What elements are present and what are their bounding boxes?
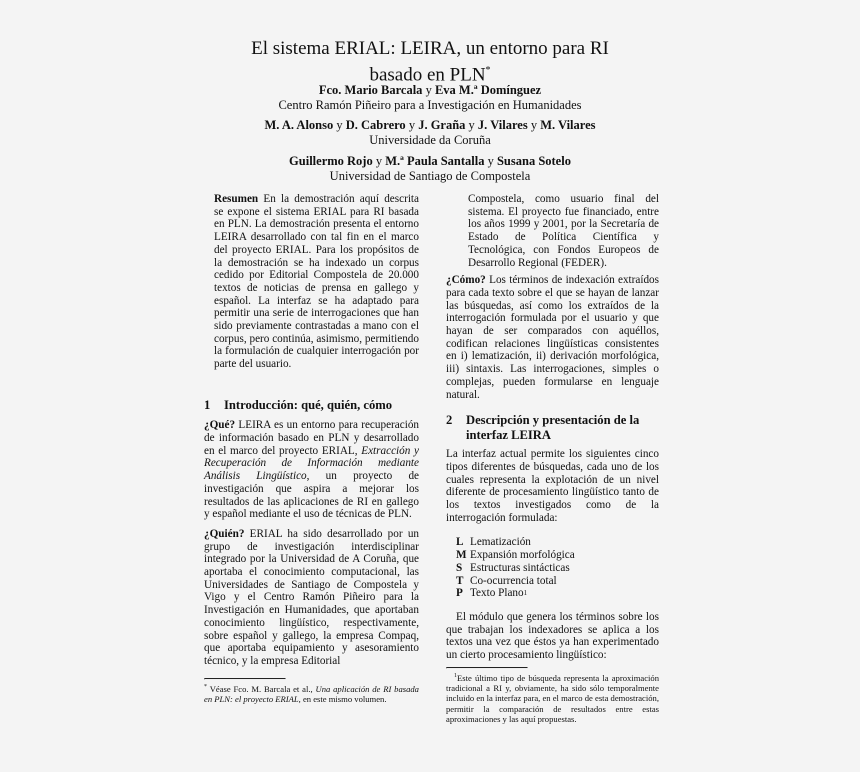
list-label: Estructuras sintácticas bbox=[470, 561, 570, 574]
footnote-rule bbox=[204, 678, 286, 680]
affiliation: Centro Ramón Piñeiro para a Investigación en Humanidades bbox=[278, 98, 582, 112]
list-key: S bbox=[456, 561, 463, 574]
author-group-1 bbox=[150, 83, 710, 113]
quien-paragraph bbox=[204, 528, 419, 668]
author-joiner: y bbox=[425, 83, 432, 97]
quien-label: ¿Quién? bbox=[204, 527, 245, 540]
list-label: Co-ocurrencia total bbox=[470, 574, 557, 587]
list-key: T bbox=[456, 574, 464, 587]
list-key: L bbox=[456, 536, 464, 549]
author-joiner: y bbox=[487, 154, 494, 168]
footnote-1 bbox=[446, 671, 659, 724]
author-name: M. A. Alonso bbox=[264, 118, 334, 132]
como-label: ¿Cómo? bbox=[446, 274, 486, 287]
list-item bbox=[456, 549, 659, 562]
author-name: Eva M.ª Domínguez bbox=[434, 83, 542, 97]
footnote-1-block bbox=[446, 667, 659, 724]
footnote-star-block bbox=[204, 678, 419, 704]
section-number: 2 bbox=[446, 413, 453, 428]
abstract bbox=[204, 193, 419, 371]
footnote-italic: Una aplicación de RI basada en PLN: el proyecto ERIAL bbox=[204, 683, 419, 704]
author-joiner: y bbox=[468, 118, 475, 132]
title-footnote-mark: * bbox=[485, 65, 491, 76]
author-name: Susana Sotelo bbox=[496, 154, 571, 168]
title-line-1: El sistema ERIAL: LEIRA, un entorno para RI bbox=[251, 38, 609, 59]
quien-text: ERIAL ha sido desarrollado por un grupo de investigación interdisciplinar integrado por la Universidad de A Coruña, que aportaba el conocimiento computacional, las Universidades de Santiago de Compostela y Vigo y el Centro Ramón Piñeiro para la Investigación en Humanidades, que aportaban conocimiento lingüístico, respectivamente, sobre español y gallego, la empresa Compaq, que aportaba equipamiento y asesoramiento técnico, y la empresa Editorial bbox=[204, 527, 420, 667]
author-name: Guillermo Rojo bbox=[289, 154, 373, 168]
author-names bbox=[150, 154, 710, 169]
author-name: Fco. Mario Barcala bbox=[318, 83, 423, 97]
author-name: D. Cabrero bbox=[345, 118, 406, 132]
author-name: M.ª Paula Santalla bbox=[385, 154, 485, 168]
footnote-mark: * bbox=[204, 683, 207, 690]
list-item bbox=[456, 575, 659, 588]
author-name: M. Vilares bbox=[540, 118, 596, 132]
footnote-mark: 1 bbox=[523, 589, 528, 598]
list-item bbox=[456, 587, 659, 600]
list-item bbox=[456, 562, 659, 575]
section-title: Introducción: qué, quién, cómo bbox=[224, 397, 393, 412]
list-label: Texto Plano bbox=[470, 587, 524, 600]
list-key: P bbox=[456, 587, 463, 600]
author-group-2 bbox=[150, 118, 710, 148]
search-types-list bbox=[446, 536, 659, 600]
quien-continuation: Compostela, como usuario final del sistema. El proyecto fue financiado, entre los años 1999 y 2001, por la Secretaría de Estado de Política Científica y Tecnológica, con Fondos Europeos de Desarrollo Regional (FEDER). bbox=[468, 193, 659, 269]
footnote-mark: 1 bbox=[454, 672, 457, 679]
author-name: J. Graña bbox=[418, 118, 466, 132]
que-text-after: , un proyecto de investigación que aspira a mejorar los resultados de las aplicaciones de RI en gallego y español mediante el uso de técnicas de PLN. bbox=[204, 470, 420, 521]
left-column bbox=[204, 193, 419, 704]
right-column bbox=[446, 193, 659, 724]
author-joiner: y bbox=[408, 118, 416, 132]
affiliation: Universidade da Coruña bbox=[369, 133, 491, 147]
footnote-star bbox=[204, 682, 419, 704]
footnote-rule bbox=[446, 667, 528, 669]
author-group-3 bbox=[150, 154, 710, 184]
title-line-2: basado en PLN bbox=[369, 64, 486, 86]
affiliation: Universidad de Santiago de Compostela bbox=[329, 169, 531, 183]
que-label: ¿Qué? bbox=[204, 419, 236, 432]
abstract-text: En la demostración aquí descrita se expone el sistema ERIAL para RI basada en PLN. La demostración presenta el entorno LEIRA desarrollado con tal fin en el marco del proyecto ERIAL. Para los propósitos de la demostración se ha indexado un corpus cedido por Editorial Compostela de 20.000 textos de noticias de prensa en gallego y español. La interfaz se ha adaptado para permitir una serie de interrogaciones que han sido previamente contrastadas a mano con el corpus, pero continúa, asimismo, permitiendo la formulación de cualquier interrogación por parte del usuario. bbox=[214, 193, 420, 371]
que-project-name: Extracción y Recuperación de Información mediante Análisis Lingüístico bbox=[204, 444, 419, 483]
section-number: 1 bbox=[204, 397, 211, 412]
list-label: Lematización bbox=[470, 536, 531, 549]
author-joiner: y bbox=[530, 118, 538, 132]
abstract-label: Resumen bbox=[214, 193, 259, 205]
footnote-text-after: , en este mismo volumen. bbox=[298, 693, 387, 704]
author-names bbox=[150, 118, 710, 133]
footnote-text: Véase Fco. M. Barcala et al., bbox=[209, 683, 313, 694]
section-2-paragraph-1: La interfaz actual permite los siguientes cinco tipos diferentes de búsquedas, cada uno de los cuales representa la explotación de un nivel diferente de procesamiento lingüístico tanto de los textos investigados como de la interrogación formulada: bbox=[446, 448, 659, 524]
section-2-heading bbox=[446, 413, 659, 442]
section-title: Descripción y presentación de la bbox=[466, 413, 640, 428]
section-title-line-2: interfaz LEIRA bbox=[466, 427, 551, 442]
que-text: LEIRA es un entorno para recuperación de información basado en PLN y desarrollado en el marco del proyecto ERIAL, bbox=[204, 419, 420, 457]
section-2-paragraph-2: El módulo que genera los términos sobre los que trabajan los indexadores se aplica a los textos una vez que éstos ya han experimentado un cierto procesamiento lingüístico: bbox=[446, 610, 659, 662]
author-joiner: y bbox=[375, 154, 383, 168]
list-key: M bbox=[456, 549, 467, 562]
como-paragraph bbox=[446, 274, 659, 401]
paper-title bbox=[170, 38, 690, 86]
list-item bbox=[456, 536, 659, 549]
section-1-heading bbox=[204, 398, 419, 413]
author-joiner: y bbox=[336, 118, 343, 132]
que-paragraph bbox=[204, 419, 419, 521]
footnote-text: Este último tipo de búsqueda representa la aproximación tradicional a RI y, obviamente, ha sido sólo temporalmente incluido en la interfaz para, en el marco de esta demostración, permitir la comparación de resultados entre estas aproximaciones y las aquí propuestas. bbox=[446, 672, 659, 724]
como-text: Los términos de indexación extraídos para cada texto sobre el que se hayan de lanzar las búsquedas, así como los extraídos de la interrogación formulada por el usuario y que hayan de ser comparados con aquéllos, codifican relaciones lingüísticas consistentes en i) lematización, ii) derivación morfológica, iii) sintaxis. Las interrogaciones, simples o complejas, pueden formularse en lenguaje natural. bbox=[446, 274, 659, 401]
author-name: J. Vilares bbox=[477, 118, 528, 132]
author-names bbox=[150, 83, 710, 98]
list-label: Expansión morfológica bbox=[470, 549, 575, 562]
